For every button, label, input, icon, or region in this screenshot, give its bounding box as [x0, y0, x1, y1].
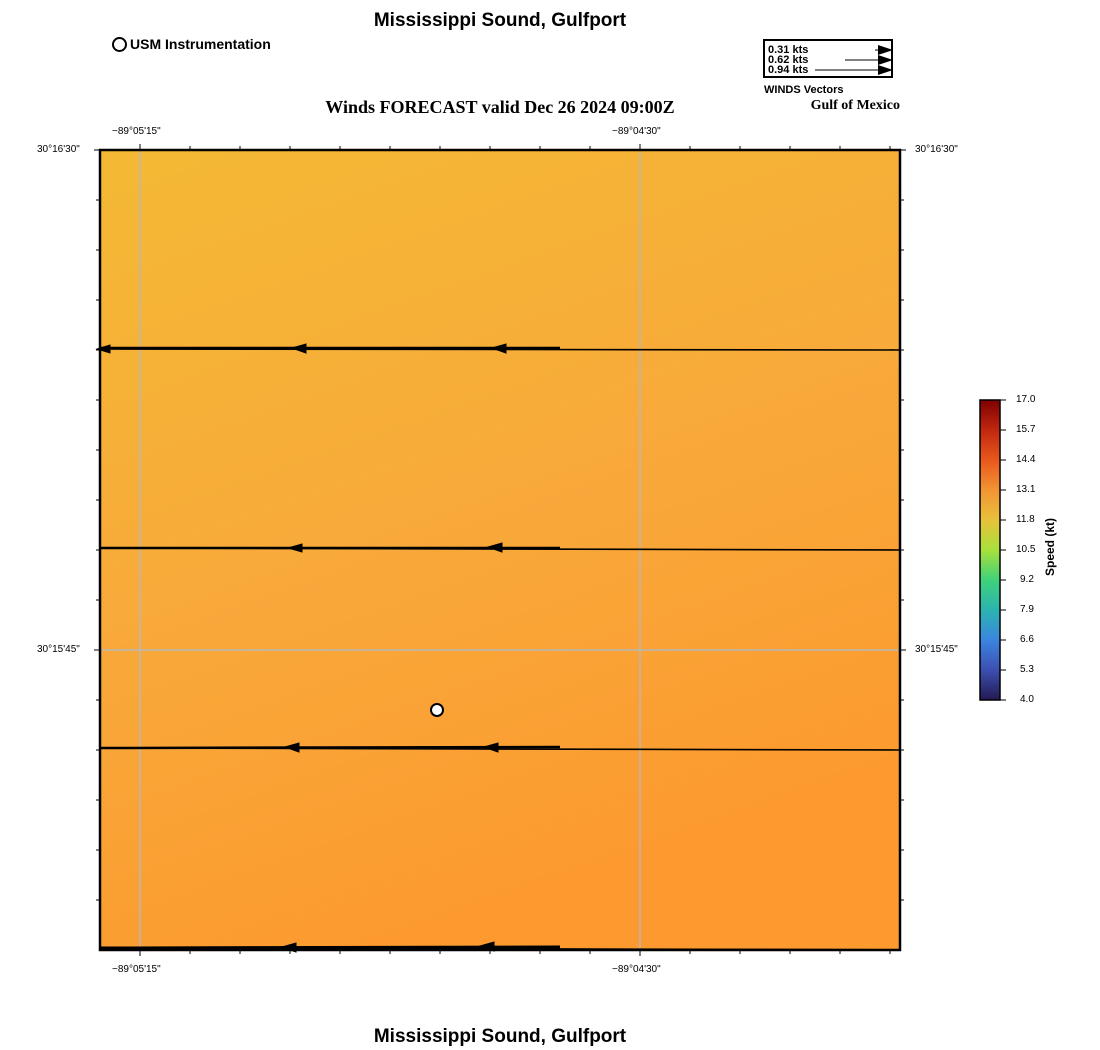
vector-caption: WINDS Vectors	[764, 84, 844, 96]
lat-label-right-top: 30°16'30"	[915, 144, 958, 155]
vector-scale-1: 0.31 kts	[768, 44, 809, 56]
colorbar-tick: 7.9	[1020, 604, 1034, 615]
colorbar-title: Speed (kt)	[1043, 518, 1057, 577]
vector-scale-3: 0.94 kts	[768, 64, 809, 76]
instrumentation-label: USM Instrumentation	[130, 36, 271, 52]
forecast-subtitle: Winds FORECAST valid Dec 26 2024 09:00Z	[325, 97, 675, 117]
lon-label-bottom-right: −89°04'30"	[612, 964, 661, 975]
circle-icon[interactable]	[431, 704, 443, 716]
lat-label-right-mid: 30°15'45"	[915, 644, 958, 655]
lat-label-left-mid: 30°15'45"	[37, 644, 80, 655]
lon-label-top-left: −89°05'15"	[112, 126, 161, 137]
lat-label-left-top: 30°16'30"	[37, 144, 80, 155]
lon-label-top-right: −89°04'30"	[612, 126, 661, 137]
colorbar-tick: 4.0	[1020, 694, 1034, 705]
colorbar	[980, 400, 1006, 700]
colorbar-tick: 15.7	[1016, 424, 1036, 435]
vector-scale-2: 0.62 kts	[768, 54, 809, 66]
map-title: Mississippi Sound, Gulfport	[373, 10, 627, 31]
colorbar-tick: 6.6	[1020, 634, 1034, 645]
region-label: Gulf of Mexico	[810, 98, 900, 113]
colorbar-tick: 14.4	[1016, 454, 1036, 465]
colorbar-tick: 11.8	[1016, 514, 1035, 525]
colorbar-tick: 10.5	[1016, 544, 1036, 555]
colorbar-tick: 13.1	[1016, 484, 1036, 495]
colorbar-tick: 9.2	[1020, 574, 1034, 585]
colorbar-scale	[980, 400, 1000, 700]
lon-label-bottom-left: −89°05'15"	[112, 964, 161, 975]
colorbar-tick: 5.3	[1020, 664, 1034, 675]
colorbar-tick: 17.0	[1016, 394, 1036, 405]
footer-title: Mississippi Sound, Gulfport	[373, 1026, 627, 1047]
